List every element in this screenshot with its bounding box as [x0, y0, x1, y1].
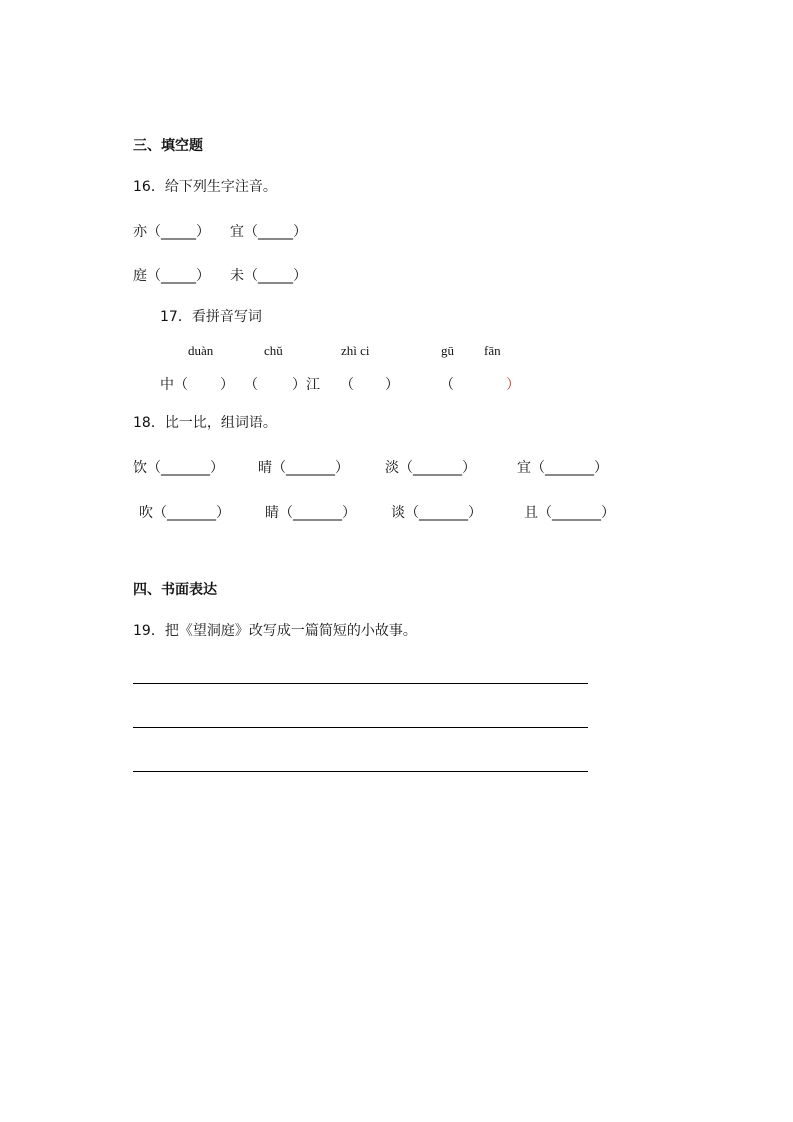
q18-item: 睛（_______） — [265, 505, 356, 521]
q17-blank: ） — [506, 377, 520, 393]
q18-item: 宜（_______） — [517, 460, 608, 476]
q17-blank: （ — [244, 377, 258, 393]
q19-prompt: 19．把《望洞庭》改写成一篇简短的小故事。 — [133, 623, 417, 639]
q18-item: 饮（_______） — [133, 460, 224, 476]
section-4-heading: 四、书面表达 — [133, 582, 217, 598]
q16-prompt: 16．给下列生字注音。 — [133, 179, 277, 195]
writing-line[interactable] — [133, 727, 588, 728]
q17-pinyin: chǔ — [264, 343, 283, 358]
q17-pinyin: duàn — [188, 343, 214, 358]
q18-item: 且（_______） — [524, 505, 615, 521]
q18-item: 吹（_______） — [139, 505, 230, 521]
q17-blank: ） — [385, 377, 399, 393]
q17-pinyin: zhì ci — [341, 343, 370, 358]
q16-item: 亦（_____） — [133, 224, 210, 240]
section-3-heading: 三、填空题 — [133, 138, 203, 154]
writing-line[interactable] — [133, 771, 588, 772]
q17-blank: ）江 — [292, 377, 320, 393]
q17-pinyin: gū — [441, 343, 454, 358]
q17-prompt: 17．看拼音写词 — [160, 309, 262, 325]
q17-pinyin: fān — [484, 343, 501, 358]
q18-item: 谈（_______） — [391, 505, 482, 521]
q18-item: 晴（_______） — [258, 460, 349, 476]
q16-item: 未（_____） — [230, 268, 307, 284]
q17-blank: ） — [220, 377, 234, 393]
q17-blank: （ — [440, 377, 454, 393]
q17-blank: （ — [340, 377, 354, 393]
q18-prompt: 18．比一比，组词语。 — [133, 415, 277, 431]
q16-item: 宜（_____） — [230, 224, 307, 240]
writing-line[interactable] — [133, 683, 588, 684]
q16-item: 庭（_____） — [133, 268, 210, 284]
q18-item: 淡（_______） — [385, 460, 476, 476]
q17-blank: 中（ — [160, 377, 188, 393]
